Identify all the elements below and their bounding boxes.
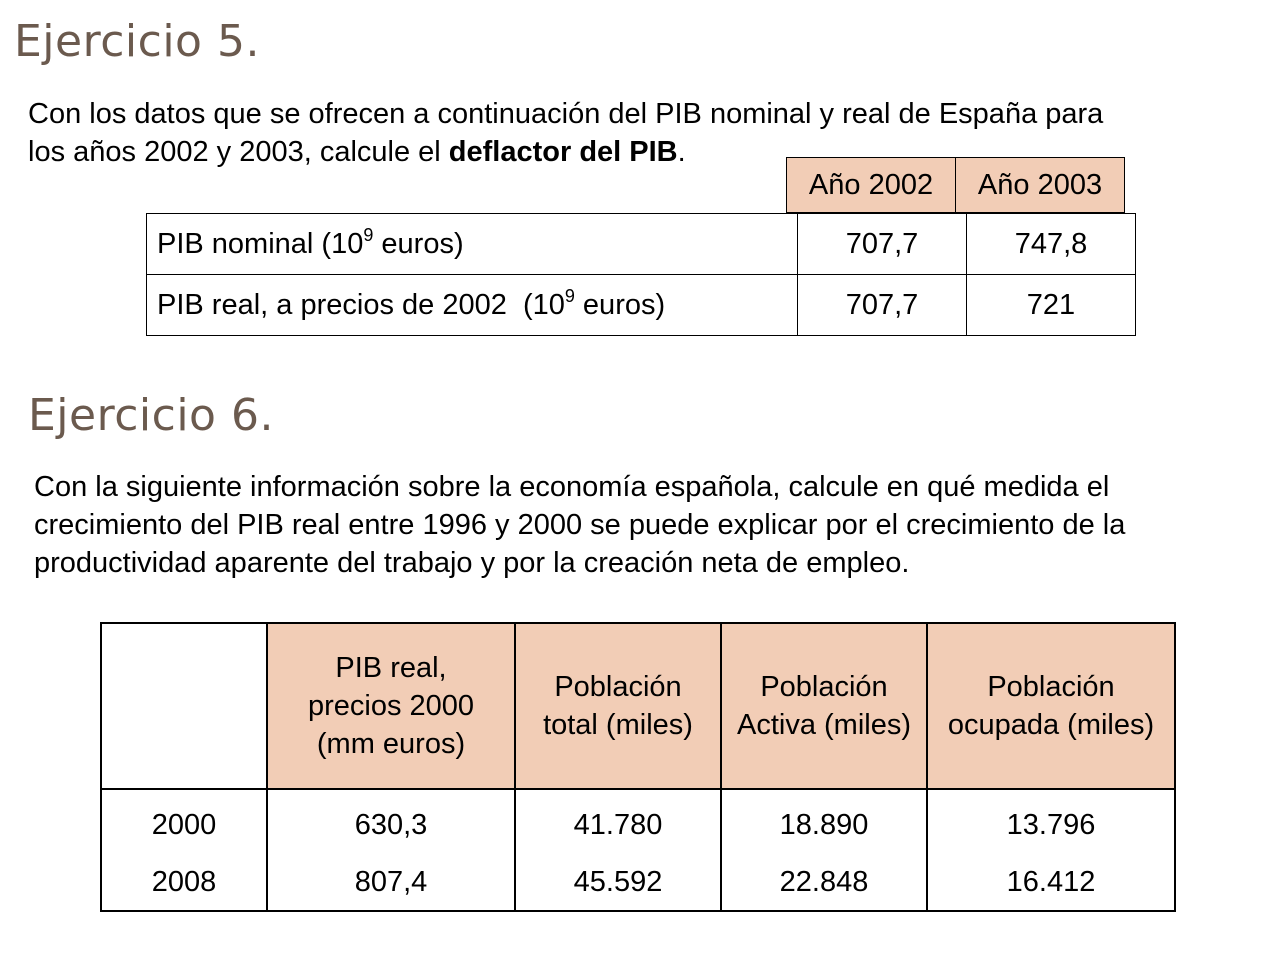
exercise-5-table xyxy=(146,213,1136,336)
exercise-6-line-1: Con la siguiente información sobre la economía española, calcule en qué medida el xyxy=(34,471,1110,503)
table-row xyxy=(147,214,1136,275)
header-poblacion-ocupada xyxy=(927,623,1175,789)
header-poblacion-total xyxy=(515,623,721,789)
exercise-5-line-1: Con los datos que se ofrecen a continuación del PIB nominal y real de España para xyxy=(28,98,1104,130)
table-cell: 13.796 xyxy=(927,789,1175,854)
table-cell: 45.592 xyxy=(515,854,721,911)
exercise-6-title: Ejercicio 6. xyxy=(28,390,274,441)
exercise-6-statement xyxy=(34,468,1254,582)
table-cell: 22.848 xyxy=(721,854,927,911)
exercise-5-line-2-end: . xyxy=(677,136,686,168)
header-line: Población xyxy=(987,671,1115,703)
header-line: PIB real, xyxy=(335,652,447,684)
header-year-2002: Año 2002 xyxy=(787,158,956,213)
header-line: precios 2000 xyxy=(307,690,475,722)
exercise-5-table-header xyxy=(786,157,1125,213)
header-line: (mm euros) xyxy=(316,728,466,760)
row-label-pib-nominal xyxy=(147,214,798,275)
header-line: Activa (miles) xyxy=(736,709,911,741)
row-label-unit: euros) xyxy=(574,288,666,321)
header-poblacion-activa xyxy=(721,623,927,789)
exercise-5-line-2-text: los años 2002 y 2003, calcule el xyxy=(28,136,449,168)
header-blank xyxy=(101,623,267,789)
table-row xyxy=(147,275,1136,336)
exponent: 9 xyxy=(363,224,374,245)
table-cell: 707,7 xyxy=(798,275,967,336)
exercise-6-line-2: crecimiento del PIB real entre 1996 y 2000 se puede explicar por el crecimiento de la xyxy=(34,509,1126,541)
row-year: 2000 xyxy=(101,789,267,854)
table-header-row xyxy=(101,623,1175,789)
table-cell: 18.890 xyxy=(721,789,927,854)
table-cell: 630,3 xyxy=(267,789,515,854)
row-year: 2008 xyxy=(101,854,267,911)
table-cell: 747,8 xyxy=(967,214,1136,275)
exponent: 9 xyxy=(564,285,575,306)
row-label-text: PIB real, a precios de 2002 (10 xyxy=(157,288,565,321)
table-cell: 16.412 xyxy=(927,854,1175,911)
table-row xyxy=(101,789,1175,854)
header-line: Población xyxy=(554,671,682,703)
row-label-pib-real xyxy=(147,275,798,336)
row-label-text: PIB nominal (10 xyxy=(157,227,364,260)
exercise-6-line-3: productividad aparente del trabajo y por la creación neta de empleo. xyxy=(34,547,910,579)
table-cell: 41.780 xyxy=(515,789,721,854)
exercise-5-title: Ejercicio 5. xyxy=(14,16,260,67)
header-year-2003: Año 2003 xyxy=(956,158,1125,213)
table-cell: 721 xyxy=(967,275,1136,336)
table-cell: 807,4 xyxy=(267,854,515,911)
exercise-6-table xyxy=(100,622,1176,912)
deflactor-term: deflactor del PIB xyxy=(448,136,678,168)
header-line: ocupada (miles) xyxy=(947,709,1155,741)
header-line: Población xyxy=(760,671,888,703)
table-row xyxy=(101,854,1175,911)
row-label-unit: euros) xyxy=(373,227,464,260)
header-pib-real xyxy=(267,623,515,789)
table-cell: 707,7 xyxy=(798,214,967,275)
header-line: total (miles) xyxy=(543,709,693,741)
